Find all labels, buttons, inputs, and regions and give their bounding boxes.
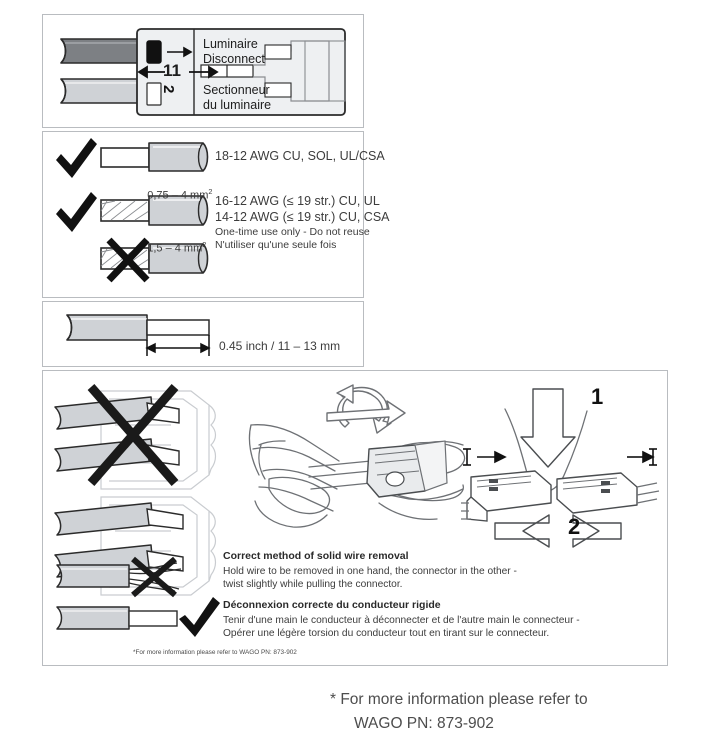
bare-conductor-1-icon	[101, 148, 149, 167]
luminaire-label-line1: Luminaire	[203, 37, 258, 51]
marker-2-label: 2	[160, 85, 177, 94]
sectionneur-label-line1: Sectionneur	[203, 83, 270, 97]
pull-marker-left-icon	[463, 449, 505, 465]
insulation-1-icon	[149, 143, 208, 171]
connector-pair-illustration	[51, 379, 251, 549]
conductor-spec-panel	[42, 131, 390, 298]
removal-body-en-line1: Hold wire to be removed in one hand, the connector in the other -	[223, 566, 517, 577]
check-mark-2-icon	[56, 192, 97, 232]
size-metric-row-1-sup: 2	[208, 187, 213, 197]
sectionneur-label-line2: du luminaire	[203, 98, 272, 112]
spec-row-2-line-2: 14-12 AWG (≤ 19 str.) CU, CSA	[215, 210, 390, 224]
wire-removal-panel	[42, 370, 668, 666]
strip-length-diagram	[43, 302, 365, 368]
strip-length-label: 0.45 inch / 11 – 13 mm	[219, 339, 341, 353]
strip-length-panel	[42, 301, 364, 367]
push-pull-illustration	[461, 381, 661, 551]
size-metric-row-2-value: 1,5 – 4 mm	[147, 242, 203, 255]
size-metric-row-1-value: 0,75 – 4 mm	[147, 189, 209, 202]
footer-caption-line1: * For more information please refer to	[330, 691, 588, 708]
size-metric-row-2	[135, 229, 206, 268]
check-mark-solid-icon	[179, 597, 220, 637]
solid-wire-sample-icon	[57, 607, 177, 629]
spec-row-2-line-1: 16-12 AWG (≤ 19 str.) CU, UL	[215, 194, 380, 208]
spec-row-2-note-1: One-time use only - Do not reuse	[215, 226, 370, 238]
rotation-arrows-icon	[327, 385, 405, 433]
strip-dimension-icon	[147, 335, 209, 356]
indicator-square-1-icon	[147, 41, 161, 63]
removal-footnote: *For more information please refer to WAGO PN: 873-902	[133, 649, 297, 656]
connector-left-half-icon	[461, 471, 551, 521]
arrow-down-step1-icon	[521, 389, 575, 467]
size-metric-row-1	[135, 176, 212, 215]
footer-caption-line2: WAGO PN: 873-902	[354, 715, 494, 733]
spec-row-1-line-1: 18-12 AWG CU, SOL, UL/CSA	[215, 149, 385, 163]
hands-twisting-illustration	[249, 383, 465, 547]
spec-row-2-note-2: N'utiliser qu'une seule fois	[215, 239, 337, 251]
strip-insulation-icon	[67, 315, 147, 340]
cross-mark-stranded-icon	[133, 559, 175, 595]
wire-top-icon	[61, 39, 139, 63]
step-2-label: 2	[568, 514, 581, 539]
dimension-label: 11	[163, 61, 181, 80]
step-1-label: 1	[591, 384, 604, 409]
wire-type-comparison	[51, 559, 251, 641]
luminaire-disconnect-panel	[42, 14, 364, 128]
strip-bare-conductor-icon	[147, 320, 209, 335]
removal-body-fr-line2: Opérer une légère torsion du conducteur tout en tirant sur le connecteur.	[223, 628, 550, 639]
check-mark-1-icon	[56, 138, 97, 178]
size-metric-row-2-sup: 2	[202, 240, 207, 250]
pull-marker-right-icon	[627, 449, 657, 465]
connector-right-half-icon	[557, 473, 659, 513]
removal-heading-en: Correct method of solid wire removal	[223, 550, 409, 562]
removal-body-en-line2: twist slightly while pulling the connector.	[223, 579, 403, 590]
disconnect-label-line2: Disconnect	[203, 52, 265, 66]
removal-heading-fr: Déconnexion correcte du conducteur rigide	[223, 599, 441, 611]
connector-in-hands-icon	[367, 441, 447, 497]
arrows-apart-step2-icon	[495, 515, 621, 547]
footer-caption	[330, 688, 690, 736]
removal-body-fr-line1: Tenir d'une main le conducteur à déconnecter et de l'autre main le connecteur -	[223, 615, 580, 626]
wire-bottom-icon	[61, 79, 139, 103]
